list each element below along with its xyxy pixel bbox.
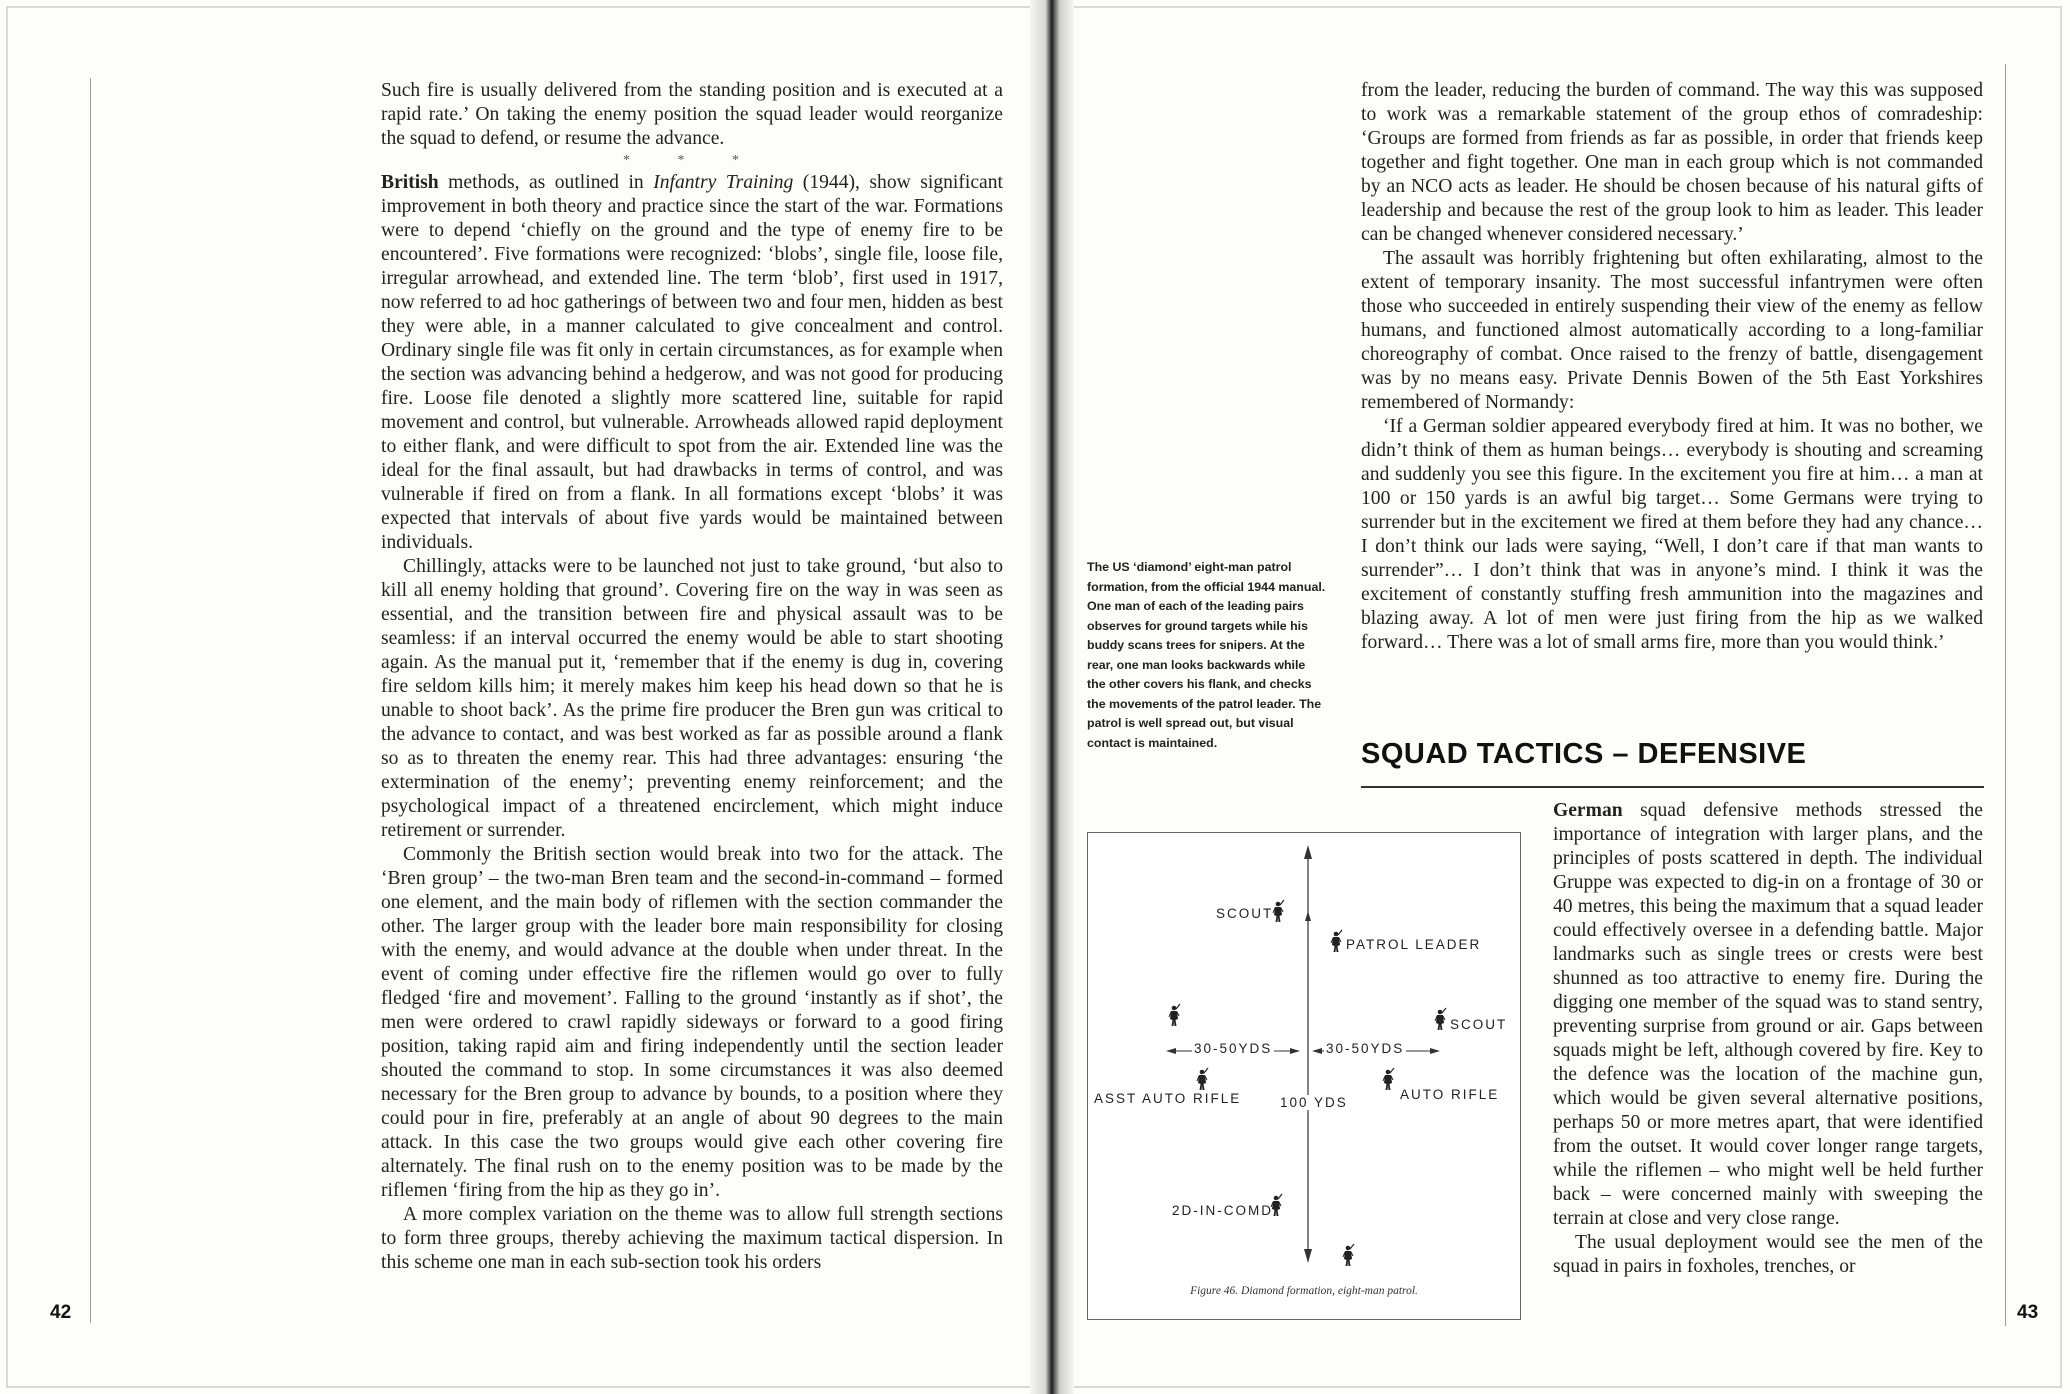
left-paragraph-1 — [381, 79, 1003, 151]
right-page-top-column — [1361, 79, 1983, 655]
auto-rifle-figure — [1383, 1068, 1394, 1090]
right-page-bottom-column — [1553, 799, 1983, 1279]
text-run: squad defensive methods stressed the importance of integration with larger plans, and the principles of posts scattered in depth. The individual Gruppe was expected to dig-in on a frontage of 30 or 40 metres, this being the maximum that a squad leader could effectively oversee in a defending battle. Major landmarks such as single trees or crests were best shunned as too attractive to enemy fire. During the digging one member of the squad was to stand sentry, preventing surprise from ground or air. Gaps between squads might be left, although covered by fire. Key to the defence was the location of the machine gun, which would be given several alternative positions, perhaps 50 or more metres apart, that were identified from the outset. It would cover longer range targets, while the riflemen – who might well be held further back – were concerned mainly with sweeping the terrain at close and very close range. — [1553, 800, 1983, 1229]
text-run: methods, as outlined in — [438, 172, 654, 193]
patrol-leader-figure — [1331, 930, 1342, 952]
page-number-right: 43 — [2017, 1302, 2039, 1323]
label-asst-auto-rifle: ASST AUTO RIFLE — [1094, 1091, 1242, 1106]
label-auto-rifle: AUTO RIFLE — [1400, 1087, 1500, 1102]
right-paragraph-4 — [1553, 1231, 1983, 1279]
label-scout-right: SCOUT — [1450, 1017, 1508, 1032]
label-patrol-leader: PATROL LEADER — [1346, 937, 1482, 952]
scout-top-figure — [1273, 900, 1284, 922]
left-paragraph-3 — [381, 555, 1003, 843]
heading-rule — [1361, 786, 1984, 788]
asst-auto-rifle-figure — [1197, 1068, 1208, 1090]
text-run: Commonly the British section would break into two for the attack. The ‘Bren group’ – the two-man Bren team and the second-in-command – formed one element, and the main body of riflemen with the section commander the other. The larger group with the leader bore main responsibility for closing with the enemy, and would advance at the double when under threat. In the event of coming under effective fire the riflemen would go over to fully fledged ‘fire and movement’. Falling to the ground ‘instantly as if shot’, the men were ordered to crawl rapidly sideways or forward to a good firing position, taking rapid aim and firing independently until the section leader shouted the command to stop. In some circumstances it was also deemed necessary for the Bren group to advance by bounds, to a position where they could pour in fire, preferably at an angle of about 90 degrees to the main attack. In this case the two groups would give each other covering fire alternately. The final rush on to the enemy position was to be made by the riflemen ‘firing from the hip as they go in’. — [381, 844, 1003, 1201]
figure-side-caption: The US ‘diamond’ eight-man patrol formation, from the official 1944 manual. One man of each of the leading pairs observes for ground targets while his buddy scans trees for snipers. At the rear, one man looks backwards while the other covers his flank, and checks the movements of the patrol leader. The patrol is well spread out, but visual contact is maintained. — [1087, 560, 1326, 750]
text-run: from the leader, reducing the burden of command. The way this was supposed to work was a remarkable statement of the group ethos of comradeship: ‘Groups are formed from friends as far as possible, in order that friends keep together and fight together. One man in each group which is not commanded by an NCO acts as leader. He should be chosen because of his natural gifts of leadership and because the rest of the group look to him as leader. This leader can be changed whenever considered necessary.’ — [1361, 80, 1983, 245]
label-second-in-command: 2D-IN-COMD — [1172, 1203, 1273, 1218]
label-100-yds: 100 YDS — [1280, 1095, 1348, 1110]
section-separator: * * * — [623, 153, 761, 168]
page-number-left: 42 — [50, 1302, 72, 1323]
left-paragraph-2 — [381, 171, 1003, 555]
center-axis — [1304, 845, 1312, 1263]
label-right-distance: 30-50YDS — [1326, 1041, 1405, 1056]
text-italic: Infantry Training — [653, 172, 794, 193]
text-run: The usual deployment would see the men of the squad in pairs in foxholes, trenches, or — [1553, 1232, 1983, 1277]
text-run: The assault was horribly frightening but often exhilarating, almost to the extent of temporary insanity. The most successful infantrymen were often those who succeeded in entirely suspending their view of the enemy as fellow humans, and functioned almost automatically according to a long-familiar choreography of combat. Once raised to the frenzy of battle, disengagement was by no means easy. Private Dennis Bowen of the 5th East Yorkshires remembered of Normandy: — [1361, 248, 1983, 413]
left-paragraph-5 — [381, 1203, 1003, 1275]
left-page-column — [381, 79, 1003, 1275]
text-run: (1944), show significant improvement in both theory and practice since the start of the war. Formations were to depend ‘chiefly on the ground and the type of enemy fire to be encountered’. Five formations were recognized: ‘blobs’, single file, loose file, irregular arrowhead, and extended line. The term ‘blob’, first used in 1917, now referred to ad hoc gatherings of between two and four men, hidden as best they were able, in a manner calculated to give concealment and control. Ordinary single file was fit only in certain circumstances, as for example when the section was advancing behind a hedgerow, and was not good for producing fire. Loose file denoted a slightly more scattered line, suitable for rapid movement and control, but vulnerable. Arrowheads allowed rapid deployment to either flank, and were difficult to spot from the air. Extended line was the ideal for the final assault, but had drawbacks in terms of control, and was vulnerable if fired on from a flank. In all formations except ‘blobs’ it was expected that intervals of about five yards would be maintained between individuals. — [381, 172, 1003, 553]
scout-right-figure — [1435, 1008, 1446, 1030]
text-run: Chillingly, attacks were to be launched not just to take ground, ‘but also to kill all enemy holding that ground’. Covering fire on the way in was seen as essential, and the transition between fire and physical assault was to be seamless: if an interval occurred the enemy would be able to start shooting again. As the manual put it, ‘remember that if the enemy is dug in, covering fire seldom kills him; it merely makes him keep his head down so that he is unable to shoot back’. As the prime fire producer the Bren gun was critical to the advance to contact, and was best worked as far as possible around a flank so as to threaten the enemy rear. This had three advantages: ensuring ‘the extermination of the enemy’; preventing enemy reinforcement; and the psychological impact of a threatened encirclement, which might induce retirement or surrender. — [381, 556, 1003, 841]
section-heading: SQUAD TACTICS – DEFENSIVE — [1361, 738, 1807, 770]
left-rifleman-figure — [1169, 1004, 1180, 1026]
right-paragraph-1 — [1361, 79, 1983, 247]
text-run: Such fire is usually delivered from the standing position and is executed at a rapid rate.’ On taking the enemy position the squad leader would reorganize the squad to defend, or resume the advance. — [381, 80, 1003, 149]
formation-diagram — [1088, 833, 1520, 1319]
left-margin-rule — [90, 78, 91, 1323]
book-gutter — [1030, 0, 1074, 1394]
rear-rifleman-figure — [1343, 1244, 1354, 1266]
figure-caption: Figure 46. Diamond formation, eight-man patrol. — [1190, 1285, 1418, 1297]
right-paragraph-2 — [1361, 247, 1983, 415]
right-margin-rule — [2005, 64, 2006, 1326]
text-run: ‘If a German soldier appeared everybody fired at him. It was no bother, we didn’t think of them as human beings… everybody is shouting and screaming and suddenly you see this figure. In the excitement you fire at him… a man at 100 or 150 yards is an awful big target… Some Germans were trying to surrender but in the excitement we fired at them before they had any chance… I don’t think our lads were saying, “Well, I don’t care if that man wants to surrender”… I don’t think that was in anyone’s mind. I think it was the excitement of constantly stuffing fresh ammunition into the magazines and blazing away. A lot of men were just firing from the hip as we walked forward… There was a lot of small arms fire, more than you would think.’ — [1361, 416, 1983, 653]
text-bold: German — [1553, 800, 1623, 821]
label-scout-top: SCOUT — [1216, 906, 1274, 921]
text-run: A more complex variation on the theme was to allow full strength sections to form three groups, thereby achieving the maximum tactical dispersion. In this scheme one man in each sub-section took his orders — [381, 1204, 1003, 1273]
right-paragraph-3 — [1553, 799, 1983, 1231]
right-paragraph-quote — [1361, 415, 1983, 655]
label-left-distance: 30-50YDS — [1194, 1041, 1273, 1056]
diamond-formation-figure — [1087, 832, 1521, 1320]
left-paragraph-4 — [381, 843, 1003, 1203]
text-bold: British — [381, 172, 439, 193]
